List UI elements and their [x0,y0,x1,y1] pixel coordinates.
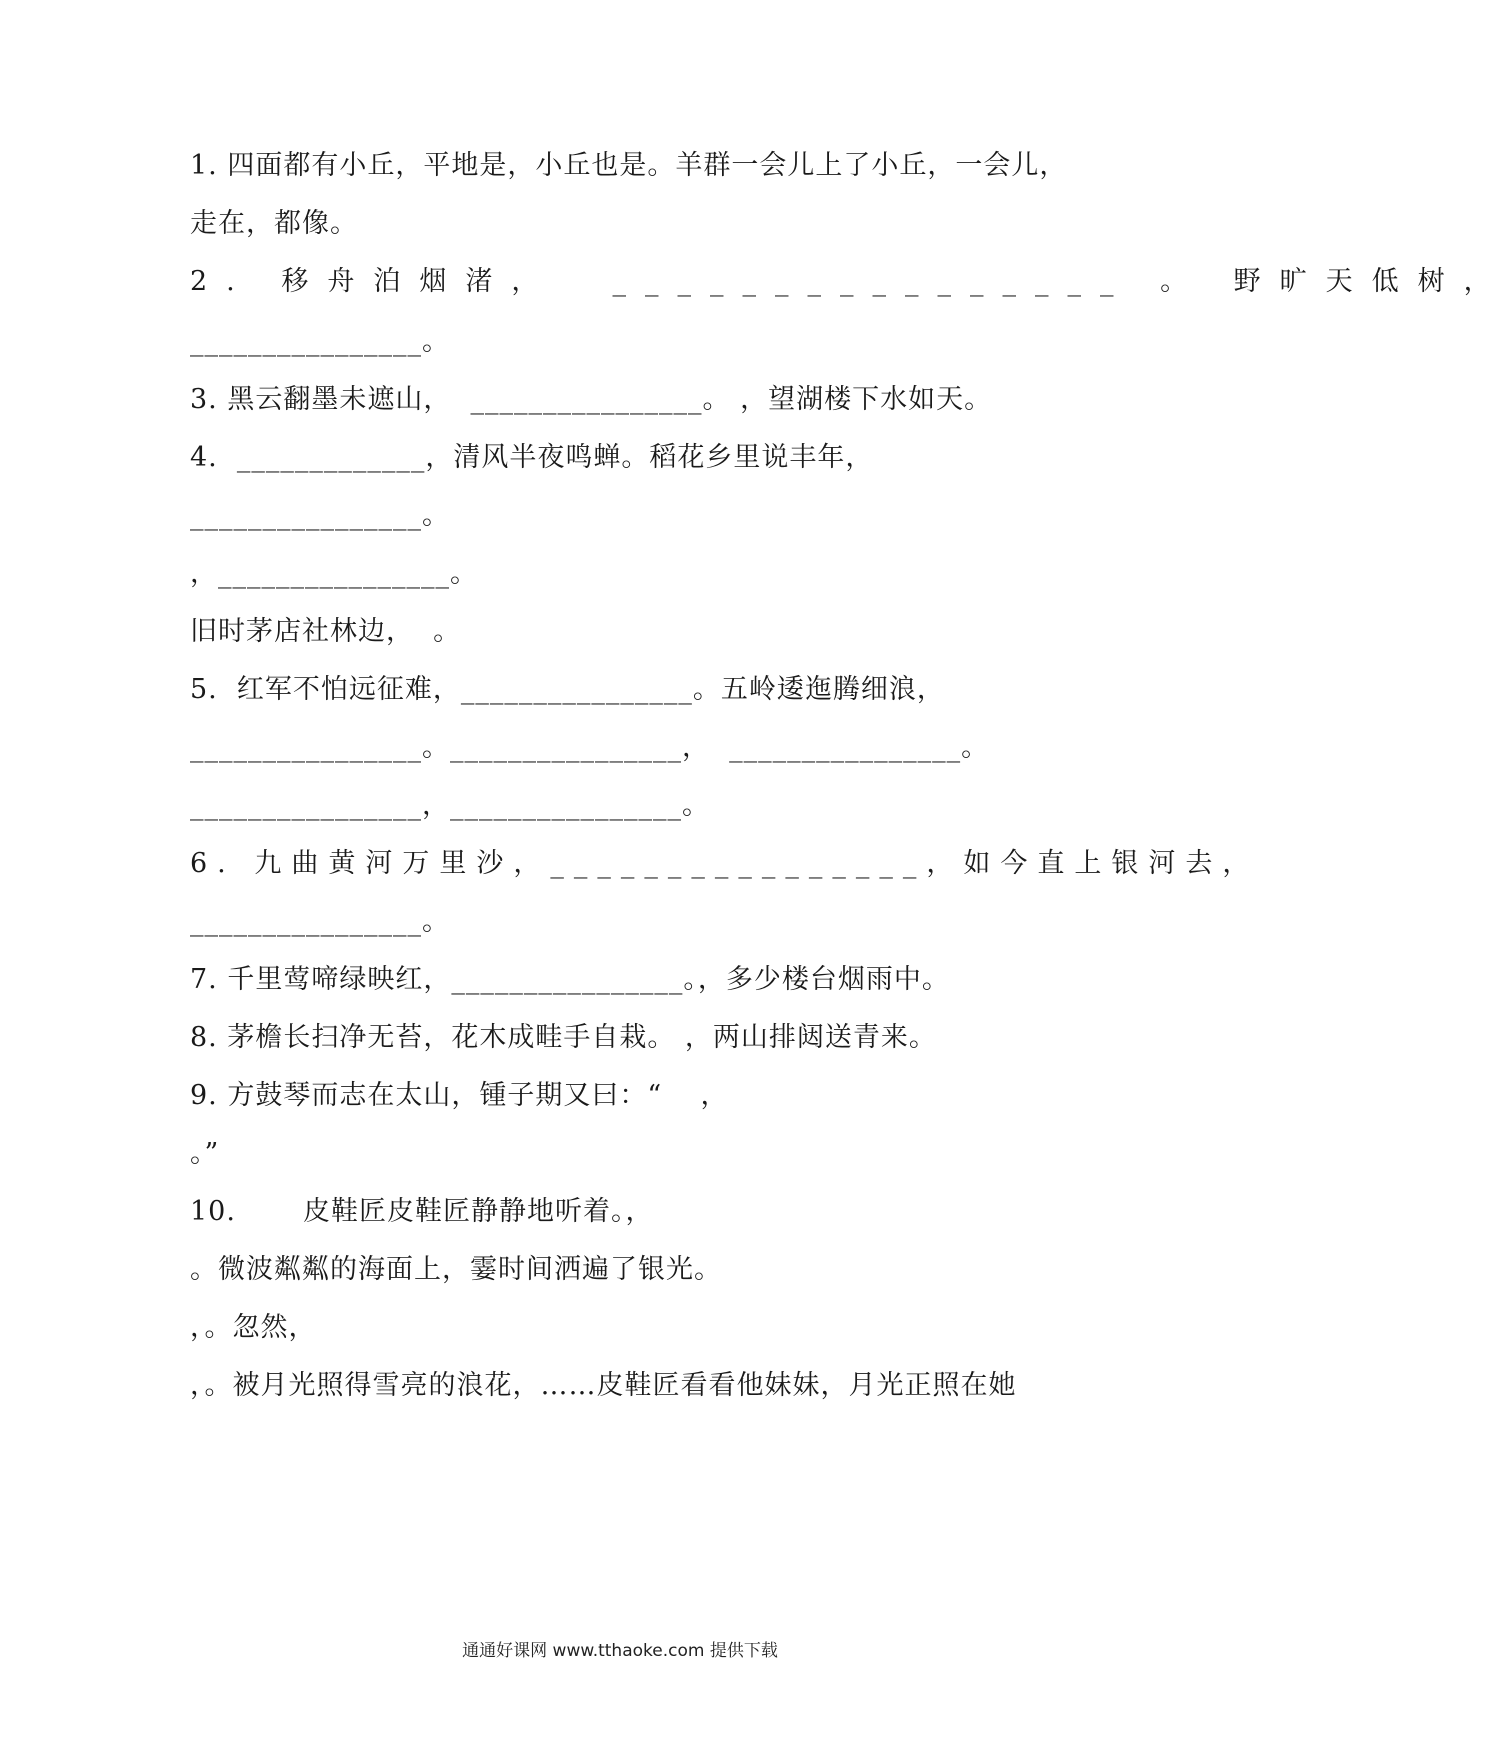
question-2-line-1: 2. 移舟泊烟渚， ________________ 。 野旷天低树， [190,266,1510,297]
question-1-line-1: 1. 四面都有小丘，平地是，小丘也是。羊群一会儿上了小丘，一会儿， [190,150,1068,181]
question-10-line-2: 。微波粼粼的海面上，霎时间洒遍了银光。 [190,1254,722,1285]
page-footer: 通通好课网 www.tthaoke.com 提供下载 [462,1641,778,1661]
question-4-line-4: 旧时茅店社林边， 。 [190,616,462,647]
question-6-line-2: ________________。 [190,906,450,937]
question-9-line-1: 9. 方鼓琴而志在太山，锺子期又曰：“ ， [190,1080,729,1111]
question-3-line-1: 3. 黑云翻墨未遮山， ________________。 ，望湖楼下水如天。 [190,384,993,415]
question-9-line-2: 。” [190,1138,220,1169]
question-4-line-3: ，________________。 [190,558,478,589]
question-4-line-1: 4. _____________，清风半夜鸣蝉。稻花乡里说丰年， [190,442,874,473]
question-8-line-1: 8. 茅檐长扫净无苔，花木成畦手自栽。 ，两山排闼送青来。 [190,1022,937,1053]
question-10-line-1: 10. 皮鞋匠皮鞋匠静静地听着。， [190,1196,654,1227]
question-5-line-2: ________________。________________， ________________。 [190,732,990,763]
question-2-line-2: ________________。 [190,326,450,357]
question-10-line-3: ，。忽然， [190,1312,317,1343]
question-1-line-2: 走在，都像。 [190,208,358,239]
question-7-line-1: 7. 千里莺啼绿映红，________________。，多少楼台烟雨中。 [190,964,950,995]
question-5-line-3: ________________，________________。 [190,790,710,821]
question-5-line-1: 5. 红军不怕远征难，________________。五岭逶迤腾细浪， [190,674,945,705]
question-6-line-1: 6. 九曲黄河万里沙，________________，如今直上银河去， [190,848,1260,879]
question-4-line-2: ________________。 [190,500,450,531]
question-10-line-4: ，。被月光照得雪亮的浪花，……皮鞋匠看看他妹妹，月光正照在她 [190,1370,1017,1401]
